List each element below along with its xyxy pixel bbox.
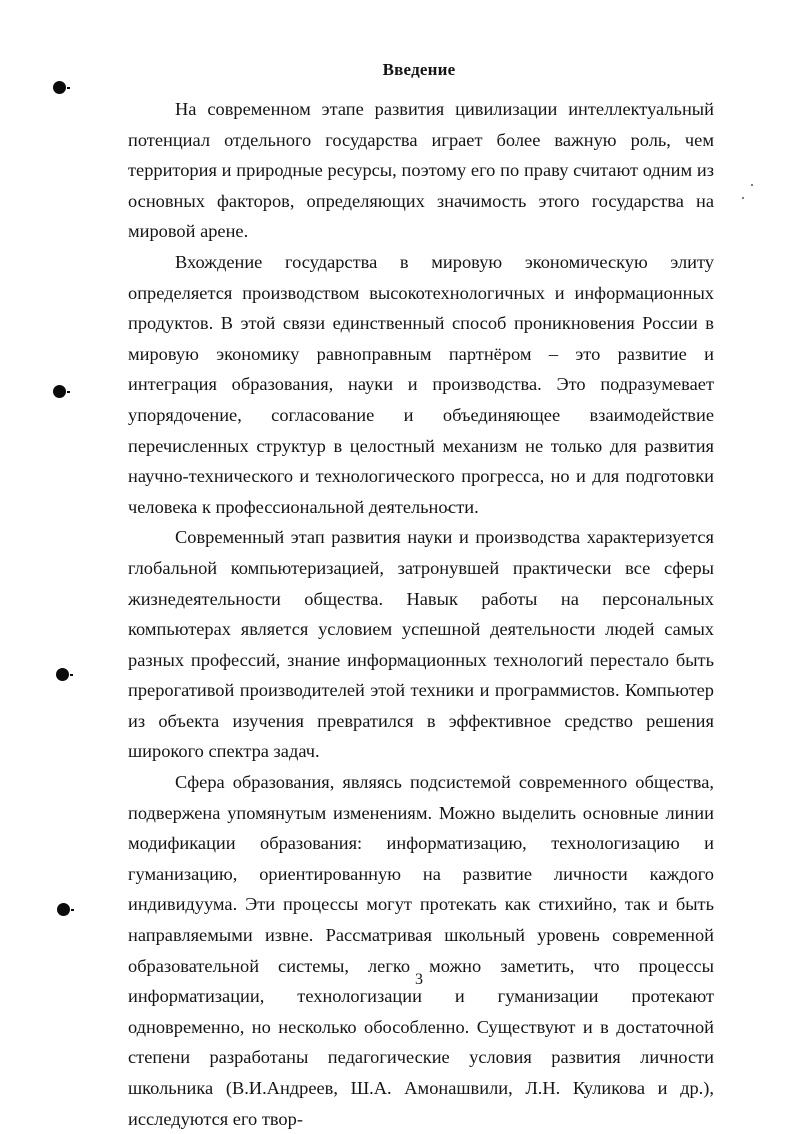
section-heading: Введение [382, 60, 456, 79]
page-number: 3 [415, 971, 423, 988]
binder-hole-mark [57, 903, 70, 916]
scan-speck [742, 197, 744, 199]
paragraph: Вхождение государства в мировую экономическую элиту определяется производством высокотехнологичных и информационных продуктов. В этой связи единственный способ проникновения России в мировую экономику равноправным партнёром – это развитие и интеграция образования, науки и производства. Это подразумевает упорядочение, согласование и объединяющее взаимодействие перечисленных структур в целостный механизм не только для развития научно-технического и технологического прогресса, но и для подготовки человека к профессиональной деятельности. [128, 251, 714, 517]
paragraph: Современный этап развития науки и производства характеризуется глобальной компьютеризацией, затронувшей практически все сферы жизнедеятельности общества. Навык работы на персональных компьютерах является условием успешной деятельности людей самых разных профессий, знание информационных технологий перестало быть прерогативой производителей этой техники и программистов. Компьютер из объекта изучения превратился в эффективное средство решения широкого спектра задач. [128, 527, 714, 762]
binder-hole-mark [53, 81, 66, 94]
binder-hole-mark [53, 385, 66, 398]
paragraph: На современном этапе развития цивилизации интеллектуальный потенциал отдельного государства играет более важную роль, чем территория и природные ресурсы, поэтому его по праву считают одним из основных факторов, определяющих значимость этого государства на мировой арене. [128, 99, 714, 242]
paragraph: Сфера образования, являясь подсистемой современного общества, подвержена упомянутым изменениям. Можно выделить основные линии модификации образования: информатизацию, технологизацию и гуманизацию, ориентированную на развитие личности каждого индивидуума. Эти процессы могут протекать как стихийно, так и быть направляемыми извне. Рассматривая школьный уровень современной образовательной системы, легко можно заметить, что процессы информатизации, технологизации и гуманизации протекают одновременно, но несколько обособленно. Существуют и в достаточной степени разработаны педагогические условия развития личности школьника (В.И.Андреев, Ш.А. Амонашвили, Л.Н. Куликова и др.), исследуются его твор- [128, 772, 714, 1129]
scan-speck [751, 184, 753, 186]
binder-hole-mark [56, 668, 69, 681]
